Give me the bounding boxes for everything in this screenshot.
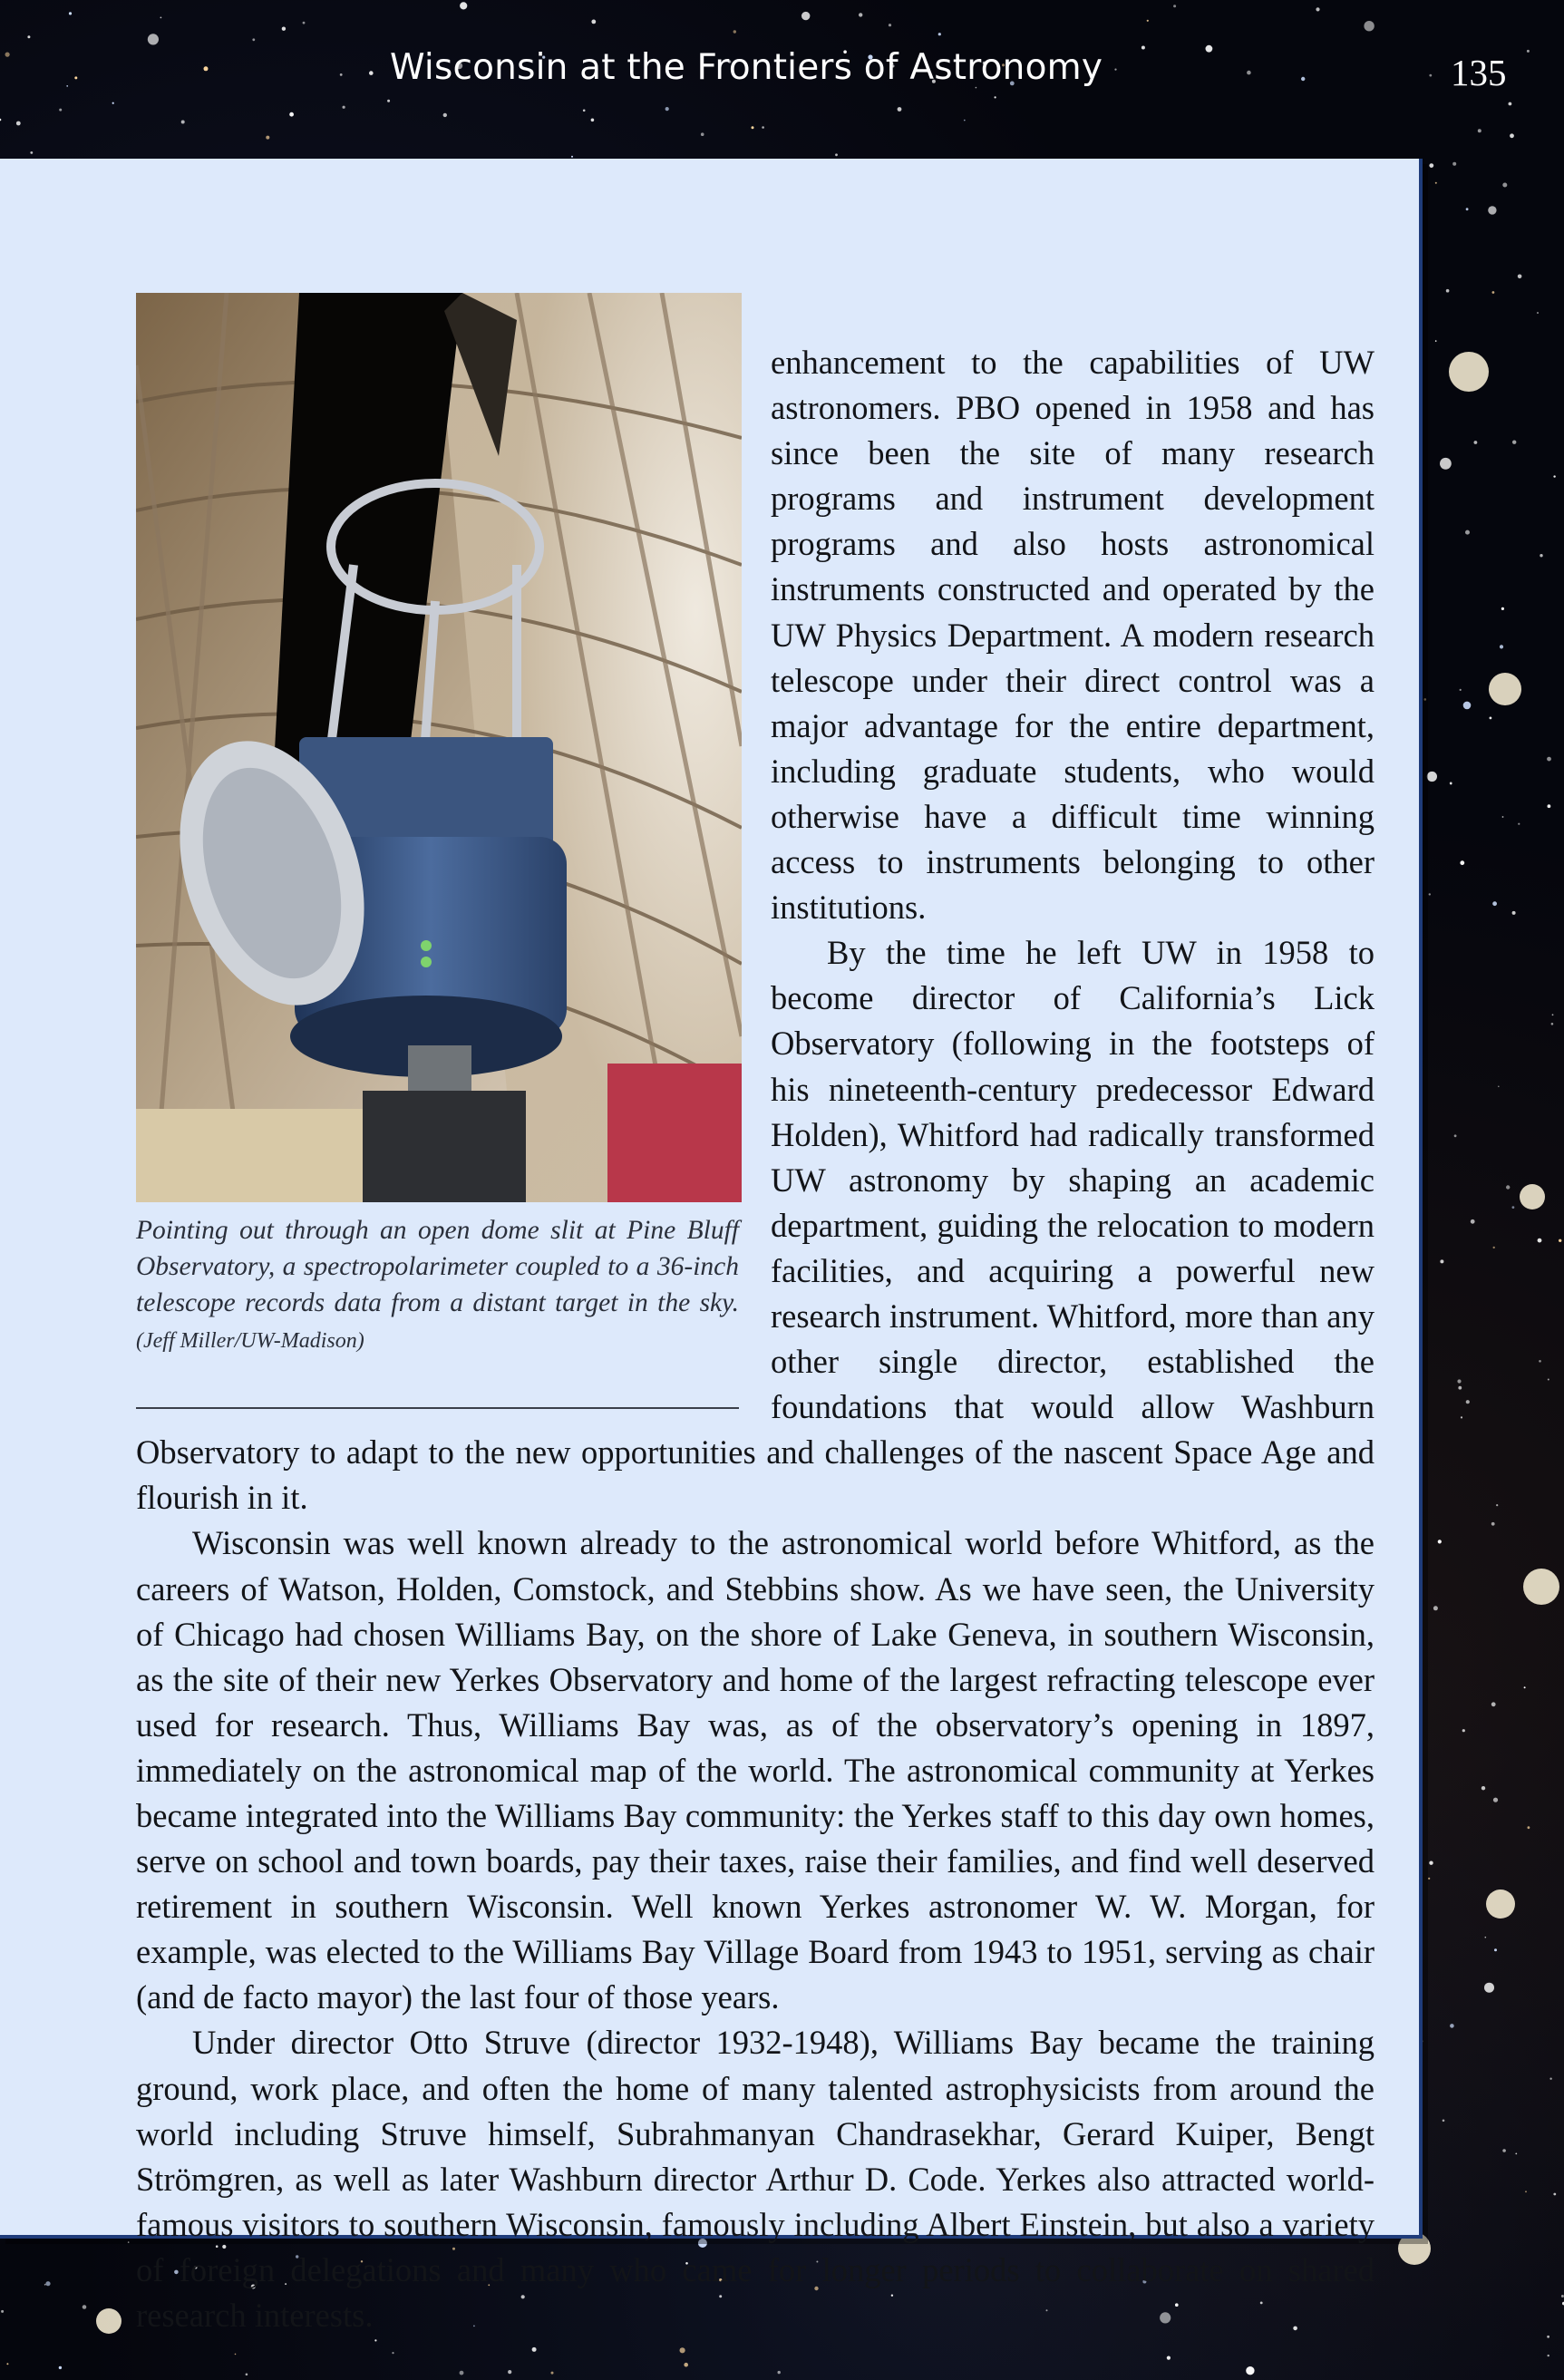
star [27, 35, 30, 38]
star [1515, 2153, 1517, 2155]
star [889, 24, 891, 26]
star [45, 2281, 50, 2286]
paragraph: enhancement to the capabilities of UW astronomers. PBO opened in 1958 and has since been the site of many research programs and instrument development programs and also hosts astronomical instruments constructed and operated by the UW Physics Department. A modern research telescope under their direct control was a major advantage for the entire department, including graduate students, who would otherwise have a difficult time winning access to instruments belonging to other institutions. [771, 344, 1375, 927]
star [591, 20, 596, 24]
star [1471, 1219, 1475, 1224]
star [1443, 2120, 1445, 2123]
star [1450, 782, 1452, 784]
star [1491, 1702, 1496, 1706]
star [1547, 2336, 1549, 2338]
star [762, 126, 764, 129]
star [1438, 1540, 1442, 1543]
content-panel [0, 159, 1423, 2335]
star [246, 2374, 248, 2376]
star [1518, 275, 1522, 279]
star [1424, 698, 1427, 701]
bright-star [1520, 1184, 1545, 1209]
star [1496, 1504, 1498, 1506]
star [1548, 804, 1551, 808]
star [1506, 1185, 1510, 1189]
photo-credit: (Jeff Miller/UW-Madison) [136, 1329, 364, 1353]
star [1502, 183, 1507, 188]
star [1446, 289, 1450, 293]
star [1490, 717, 1492, 720]
star [571, 156, 573, 158]
star [898, 107, 902, 112]
star [1429, 893, 1431, 895]
star [1491, 1522, 1495, 1526]
star [752, 126, 754, 129]
star [1493, 1247, 1495, 1248]
star [1559, 1239, 1561, 1242]
star [1247, 71, 1251, 75]
star [1435, 340, 1437, 342]
star [1551, 1023, 1554, 1025]
star [343, 106, 345, 109]
star [1460, 689, 1462, 691]
star [1549, 2078, 1551, 2080]
star [460, 2371, 464, 2375]
star [235, 2354, 237, 2356]
star [387, 100, 390, 102]
star [680, 2347, 685, 2353]
star [1427, 772, 1437, 782]
star [1547, 757, 1551, 762]
star [1525, 2191, 1527, 2192]
star [1147, 20, 1149, 22]
star [591, 119, 595, 122]
star [733, 30, 736, 33]
star [964, 120, 966, 121]
star [374, 2339, 376, 2341]
star [160, 17, 162, 19]
star [1316, 7, 1319, 11]
star [1433, 1606, 1438, 1610]
star [1440, 1259, 1443, 1263]
star [1500, 645, 1503, 648]
star [5, 53, 10, 57]
star [551, 2372, 554, 2375]
star [0, 119, 1, 121]
star [1510, 133, 1514, 138]
star [1527, 50, 1530, 53]
star [778, 2371, 781, 2374]
star [1457, 1379, 1461, 1383]
star [1435, 182, 1437, 184]
star [1461, 1416, 1462, 1418]
star [1501, 607, 1504, 610]
bright-star [1486, 1889, 1515, 1919]
star [1488, 206, 1496, 214]
star [443, 113, 447, 117]
star [859, 13, 862, 16]
star [1553, 475, 1555, 477]
star [684, 2363, 688, 2367]
star [583, 110, 586, 112]
star [1429, 74, 1432, 77]
star [1512, 441, 1516, 444]
star [1538, 1239, 1542, 1243]
star [59, 2366, 62, 2369]
star [1484, 1983, 1494, 1993]
bright-star [96, 2308, 121, 2334]
star [148, 34, 159, 44]
star [6, 2363, 8, 2365]
star [83, 2305, 87, 2309]
star [1539, 1360, 1541, 1363]
star [181, 121, 185, 124]
star [1512, 911, 1516, 915]
star [1167, 2356, 1171, 2360]
star [1492, 291, 1495, 294]
star [1502, 816, 1504, 818]
star [30, 151, 33, 154]
star [1512, 1206, 1515, 1209]
star [1502, 2149, 1506, 2152]
star [112, 102, 114, 104]
star [938, 33, 941, 35]
star [204, 66, 209, 71]
star [1493, 1798, 1498, 1802]
star [1429, 1861, 1433, 1865]
paragraph: Under director Otto Struve (director 1932-1948), Williams Bay became the training ground, work place, and often the home of many talented astrophysicists from around the world including Struve himself, Subrahmanyan Chandrasekhar, Gerard Kuiper, Bengt Strömgren, as well as later Washburn director Arthur D. Code. Yerkes also attracted world-famous visitors to southern Wisconsin, famously including Albert Einstein, but also a variety of foreign delegations and many who came for longer periods to collaborate on shared research interests. [136, 2024, 1375, 2335]
star [1428, 1878, 1430, 1880]
star [1537, 312, 1539, 314]
star [1454, 1134, 1457, 1137]
star [532, 2347, 537, 2352]
star [369, 71, 374, 75]
star [16, 121, 21, 126]
star [1466, 1400, 1470, 1404]
body-text [136, 340, 1375, 2338]
bright-star [1489, 673, 1521, 705]
star [1552, 1014, 1554, 1015]
star [1429, 163, 1433, 168]
star [303, 22, 306, 24]
star [1553, 2193, 1556, 2196]
figure-float-spacer [136, 340, 771, 1421]
star [340, 73, 343, 76]
star [1440, 458, 1452, 470]
star [1452, 162, 1456, 166]
star [801, 12, 810, 20]
star [1485, 1937, 1487, 1938]
star [1206, 45, 1213, 53]
star [1, 2310, 4, 2313]
star [1458, 1386, 1462, 1390]
star [1548, 1379, 1549, 1381]
caption-text: Pointing out through an open dome slit at Pine Bluff Observatory, a spectropolarimeter coupled to a 36-inch telescope records data from a distant target in the sky. [136, 1216, 739, 1317]
star [1492, 901, 1497, 906]
star [1548, 2355, 1549, 2356]
star [1528, 1826, 1530, 1829]
star [1540, 554, 1542, 557]
star [995, 96, 996, 98]
bright-star [1523, 1569, 1559, 1605]
star [460, 2, 467, 9]
star [1460, 860, 1464, 865]
page-number: 135 [1451, 52, 1507, 93]
star [1246, 2366, 1254, 2375]
star [66, 85, 68, 87]
star [1462, 1729, 1465, 1732]
star [252, 38, 255, 41]
bright-star [1449, 352, 1489, 392]
star [128, 2241, 130, 2243]
star [59, 109, 62, 112]
star [74, 76, 77, 79]
star [1463, 702, 1472, 710]
star [1450, 2024, 1454, 2028]
star [289, 112, 294, 117]
star [1481, 1786, 1485, 1790]
star [1173, 5, 1176, 7]
star [1466, 208, 1469, 210]
star [1561, 2295, 1564, 2297]
running-title: Wisconsin at the Frontiers of Astronomy [390, 47, 1103, 88]
star [1301, 77, 1305, 81]
star [69, 12, 72, 15]
star [1494, 1948, 1497, 1951]
star [1474, 441, 1478, 444]
star [835, 153, 838, 156]
star [701, 132, 704, 136]
star [1498, 1086, 1500, 1088]
star [1518, 823, 1520, 825]
star [665, 107, 669, 111]
star [1465, 530, 1470, 535]
star [282, 27, 286, 31]
paragraph: By the time he left UW in 1958 to become director of California’s Lick Observatory (following in the footsteps of his nineteenth-century predecessor Edward Holden), Whitford had radically transformed UW astronomy by shaping an academic department, guiding the relocation to modern facilities, and acquiring a powerful new research instrument. Whitford, more than any other single director, established the foundations that would allow Washburn Observatory to adapt to the new opportunities and challenges of the nascent Space Age and flourish in it. [136, 934, 1375, 1517]
star [1509, 102, 1512, 106]
star [1524, 1686, 1526, 1688]
star [1478, 129, 1481, 132]
star [1364, 21, 1374, 31]
star [266, 136, 269, 140]
star [508, 2370, 511, 2374]
paragraph: Wisconsin was well known already to the astronomical world before Whitford, as the careers of Watson, Holden, Comstock, and Stebbins show. As we have seen, the University of Chicago had chosen Williams Bay, on the shore of Lake Geneva, in southern Wisconsin, as the site of their new Yerkes Observatory and home of the largest refracting telescope ever used for research. Thus, Williams Bay was, as of the observatory’s opening in 1897, immediately on the astronomical map of the world. The astronomical community at Yerkes became integrated into the Williams Bay community: the Yerkes staff to this day own homes, serve on school and town boards, pay their taxes, raise their families, and find well deserved retirement in southern Wisconsin. Well known Yerkes astronomer W. W. Morgan, for example, was elected to the Williams Bay Village Board from 1943 to 1951, serving as chair (and de facto mayor) the last four of those years. [136, 1524, 1375, 2016]
star [392, 2352, 393, 2354]
star [44, 2284, 46, 2286]
